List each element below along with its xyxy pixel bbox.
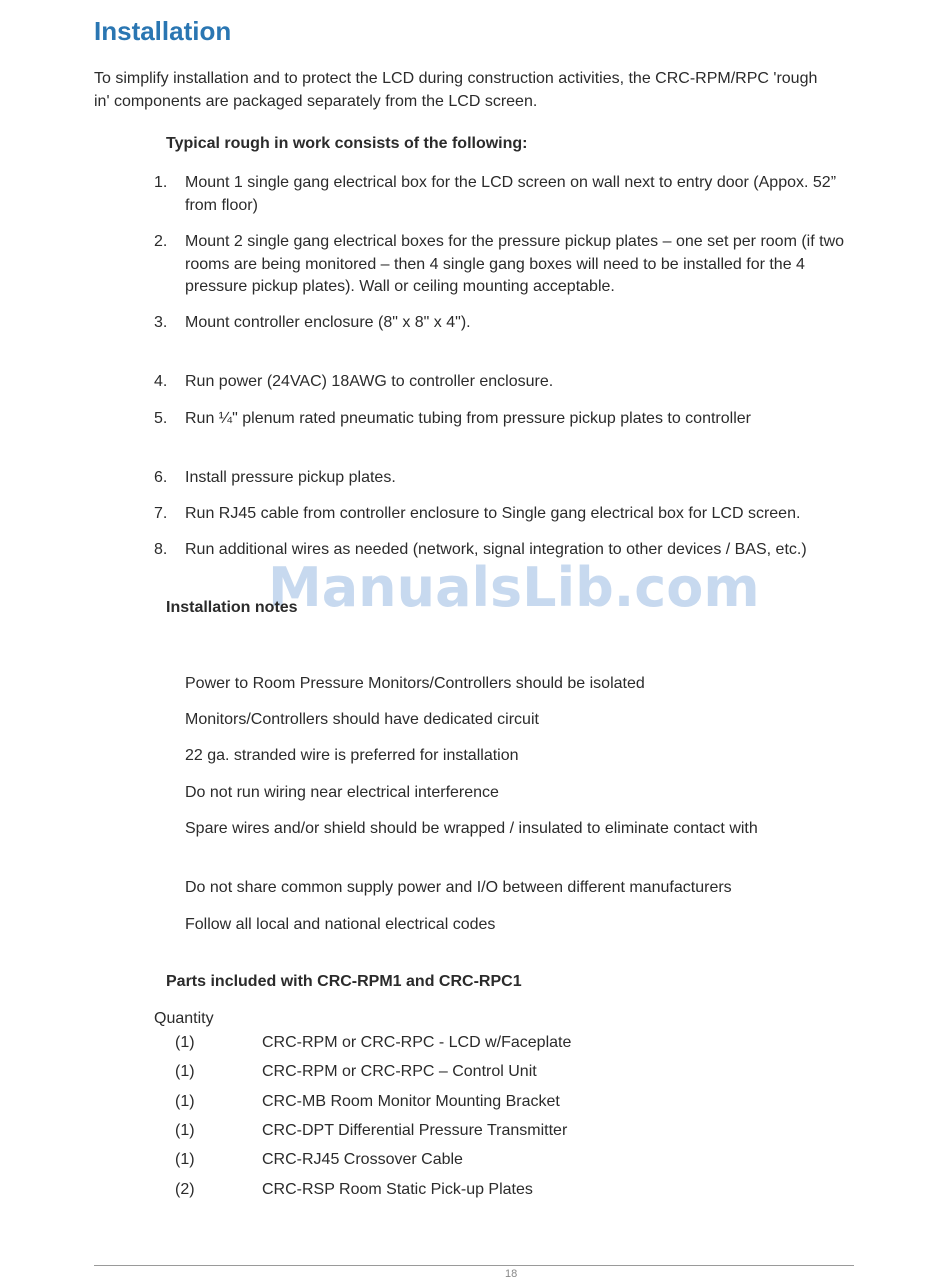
part-quantity: (1): [175, 1122, 195, 1139]
part-quantity: (1): [175, 1034, 195, 1051]
part-description: CRC-RSP Room Static Pick-up Plates: [262, 1181, 533, 1198]
watermark-text: ManualsLib.com: [268, 556, 760, 619]
part-description: CRC-RJ45 Crossover Cable: [262, 1151, 463, 1168]
part-description: CRC-RPM or CRC-RPC – Control Unit: [262, 1063, 537, 1080]
item-text: Mount 1 single gang electrical box for the LCD screen on wall next to entry door (Appox. 52” from floor): [185, 174, 837, 214]
page-title: Installation: [94, 16, 232, 46]
item-number: 2.: [154, 233, 168, 250]
note-item: 22 ga. stranded wire is preferred for installation: [185, 747, 519, 764]
note-item: Do not run wiring near electrical interference: [185, 784, 499, 801]
installation-notes-heading: Installation notes: [166, 599, 298, 616]
item-number: 4.: [154, 373, 168, 390]
part-description: CRC-MB Room Monitor Mounting Bracket: [262, 1093, 560, 1110]
note-item: Spare wires and/or shield should be wrapped / insulated to eliminate contact with: [185, 820, 758, 837]
note-item: Follow all local and national electrical codes: [185, 916, 496, 933]
part-quantity: (1): [175, 1063, 195, 1080]
item-text: Run ¼" plenum rated pneumatic tubing from pressure pickup plates to controller: [185, 410, 751, 427]
item-text: Run power (24VAC) 18AWG to controller enclosure.: [185, 373, 554, 390]
footer-divider: [94, 1265, 854, 1266]
item-text: Run RJ45 cable from controller enclosure to Single gang electrical box for LCD screen.: [185, 505, 801, 522]
note-item: Monitors/Controllers should have dedicated circuit: [185, 711, 539, 728]
rough-in-heading: Typical rough in work consists of the following:: [166, 135, 528, 152]
note-item: Do not share common supply power and I/O between different manufacturers: [185, 879, 732, 896]
part-description: CRC-RPM or CRC-RPC - LCD w/Faceplate: [262, 1034, 572, 1051]
item-number: 1.: [154, 174, 168, 191]
item-text: Mount 2 single gang electrical boxes for the pressure pickup plates – one set per room (if two rooms are being monitored – then 4 single gang boxes will need to be installed for the 4 pressure pickup plates). Wall or ceiling mounting acceptable.: [185, 233, 845, 295]
quantity-label: Quantity: [154, 1010, 214, 1027]
page-number: 18: [505, 1268, 518, 1280]
part-description: CRC-DPT Differential Pressure Transmitter: [262, 1122, 568, 1139]
item-number: 6.: [154, 469, 168, 486]
item-number: 5.: [154, 410, 168, 427]
part-quantity: (2): [175, 1181, 195, 1198]
item-number: 8.: [154, 541, 168, 558]
item-number: 3.: [154, 314, 168, 331]
parts-heading: Parts included with CRC-RPM1 and CRC-RPC1: [166, 973, 522, 990]
part-quantity: (1): [175, 1093, 195, 1110]
intro-paragraph: To simplify installation and to protect the LCD during construction activities, the CRC-RPM/RPC 'rough in' components are packaged separately from the LCD screen.: [94, 70, 818, 110]
item-number: 7.: [154, 505, 168, 522]
item-text: Install pressure pickup plates.: [185, 469, 396, 486]
part-quantity: (1): [175, 1151, 195, 1168]
item-text: Run additional wires as needed (network, signal integration to other devices / BAS, etc.): [185, 541, 807, 558]
note-item: Power to Room Pressure Monitors/Controllers should be isolated: [185, 675, 645, 692]
item-text: Mount controller enclosure (8" x 8" x 4").: [185, 314, 471, 331]
